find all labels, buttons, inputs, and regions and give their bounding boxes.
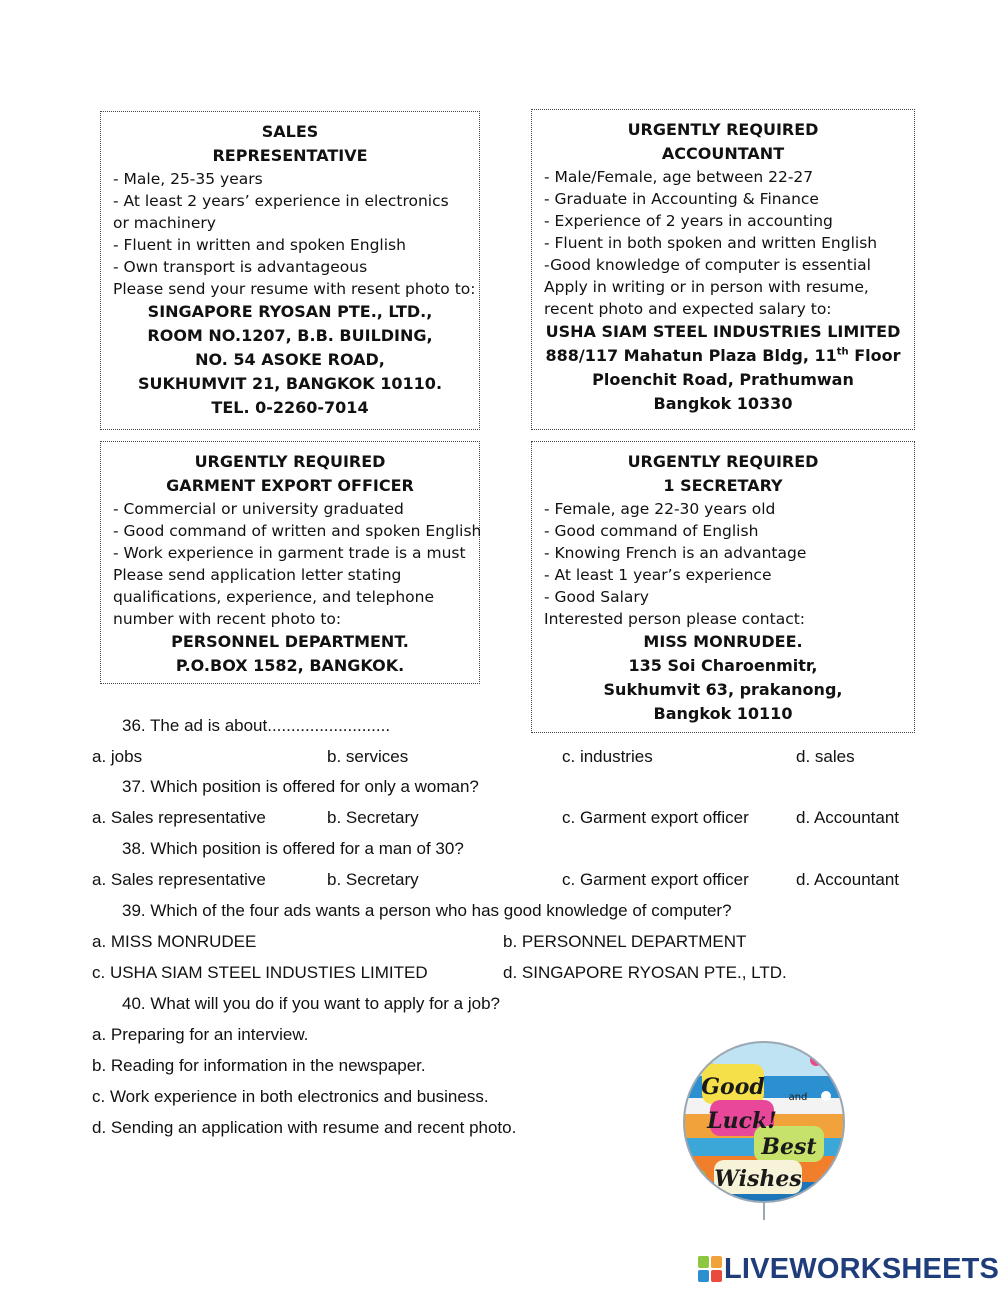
balloon-text: and <box>788 1092 808 1103</box>
ad-address: SINGAPORE RYOSAN PTE., LTD., <box>147 302 433 321</box>
ad-detail: - Fluent in written and spoken English <box>113 236 406 254</box>
answer-option[interactable]: d. SINGAPORE RYOSAN PTE., LTD. <box>503 963 787 982</box>
question-36: 36. The ad is about.......................... <box>122 716 391 735</box>
ad-detail: Apply in writing or in person with resume, recent photo and expected salary to: <box>544 278 869 318</box>
ad-address: SUKHUMVIT 21, BANGKOK 10110. <box>137 374 443 393</box>
ad-detail: - Work experience in garment trade is a must <box>113 544 466 562</box>
ad-title: 1 SECRETARY <box>663 476 783 495</box>
ad-detail: - Male/Female, age between 22-27 <box>544 168 814 186</box>
balloon-text: Wishes <box>714 1166 802 1192</box>
balloon-text: Luck! <box>707 1108 777 1134</box>
ad-detail: - Graduate in Accounting & Finance <box>544 190 819 208</box>
balloon-text: Good <box>701 1074 765 1100</box>
ad-secretary <box>531 441 915 733</box>
ad-address: Ploenchit Road, Prathumwan <box>592 370 854 389</box>
answer-option[interactable]: c. industries <box>562 747 653 766</box>
ad-title: URGENTLY REQUIRED <box>627 452 819 471</box>
ad-detail: - Female, age 22-30 years old <box>544 500 776 518</box>
answer-option[interactable]: c. USHA SIAM STEEL INDUSTIES LIMITED <box>92 963 428 982</box>
ad-detail: Please send your resume with resent photo to: <box>113 280 476 298</box>
ad-address: MISS MONRUDEE. <box>643 632 803 651</box>
ad-detail: -Good knowledge of computer is essential <box>544 256 871 274</box>
logo-text: LIVEWORKSHEETS <box>724 1252 1000 1285</box>
answer-option[interactable]: d. Accountant <box>796 808 900 827</box>
ad-detail: - At least 1 year’s experience <box>544 566 772 584</box>
answer-option[interactable]: d. sales <box>796 747 855 766</box>
liveworksheets-logo <box>698 1254 999 1284</box>
question-40: 40. What will you do if you want to apply for a job? <box>122 994 500 1013</box>
ad-detail: - At least 2 years’ experience in electronics or machinery <box>113 192 449 232</box>
answer-option[interactable]: d. Sending an application with resume and recent photo. <box>92 1118 517 1137</box>
ad-title: URGENTLY REQUIRED <box>194 452 386 471</box>
ad-detail: - Good Salary <box>544 588 649 606</box>
ad-detail: - Male, 25-35 years <box>113 170 263 188</box>
ad-detail: - Knowing French is an advantage <box>544 544 807 562</box>
ad-detail: - Good command of English <box>544 522 759 540</box>
balloon-text: Best <box>761 1134 817 1160</box>
answer-option[interactable]: b. PERSONNEL DEPARTMENT <box>503 932 747 951</box>
answer-option[interactable]: c. Garment export officer <box>562 870 749 889</box>
ad-sales-representative <box>100 111 480 430</box>
answer-option[interactable]: d. Accountant <box>796 870 900 889</box>
question-38: 38. Which position is offered for a man of 30? <box>122 839 464 858</box>
question-39: 39. Which of the four ads wants a person who has good knowledge of computer? <box>122 901 732 920</box>
ad-address: Bangkok 10110 <box>653 704 793 723</box>
answer-option[interactable]: b. services <box>327 747 409 766</box>
ad-address: NO. 54 ASOKE ROAD, <box>195 350 385 369</box>
ad-address: Sukhumvit 63, prakanong, <box>603 680 843 699</box>
answer-option[interactable]: a. Sales representative <box>92 870 266 889</box>
ad-title: ACCOUNTANT <box>661 144 785 163</box>
answer-option[interactable]: c. Garment export officer <box>562 808 749 827</box>
ad-address: USHA SIAM STEEL INDUSTRIES LIMITED <box>545 322 901 341</box>
ad-detail: - Good command of written and spoken English <box>113 522 482 540</box>
answer-option[interactable]: c. Work experience in both electronics and business. <box>92 1087 489 1106</box>
good-luck-balloon <box>676 1036 858 1222</box>
ad-detail: - Fluent in both spoken and written English <box>544 234 878 252</box>
ad-address: ROOM NO.1207, B.B. BUILDING, <box>147 326 433 345</box>
ad-detail: Interested person please contact: <box>544 610 806 628</box>
ad-address: P.O.BOX 1582, BANGKOK. <box>175 656 405 675</box>
ad-detail: Please send application letter stating qualifications, experience, and telephone number with recent photo to: <box>113 566 434 628</box>
ad-address: 888/117 Mahatun Plaza Bldg, 11th Floor <box>545 346 901 365</box>
ad-title: URGENTLY REQUIRED <box>627 120 819 139</box>
answer-option[interactable]: a. Sales representative <box>92 808 266 827</box>
ad-garment-export-officer <box>100 441 480 684</box>
ad-detail: - Own transport is advantageous <box>113 258 368 276</box>
logo-mark-icon <box>698 1256 722 1282</box>
answer-option[interactable]: a. Preparing for an interview. <box>92 1025 309 1044</box>
ad-address: PERSONNEL DEPARTMENT. <box>171 632 409 651</box>
ad-accountant <box>531 109 915 430</box>
ad-address: Bangkok 10330 <box>653 394 793 413</box>
answer-option[interactable]: b. Secretary <box>327 808 419 827</box>
ad-title: REPRESENTATIVE <box>212 146 368 165</box>
ad-title: GARMENT EXPORT OFFICER <box>166 476 414 495</box>
question-37: 37. Which position is offered for only a woman? <box>122 777 479 796</box>
ad-address: TEL. 0-2260-7014 <box>211 398 369 417</box>
ad-address: 135 Soi Charoenmitr, <box>628 656 818 675</box>
answer-option[interactable]: a. jobs <box>92 747 143 766</box>
ad-detail: - Commercial or university graduated <box>113 500 404 518</box>
ad-title: SALES <box>261 122 319 141</box>
ad-detail: - Experience of 2 years in accounting <box>544 212 833 230</box>
answer-option[interactable]: b. Reading for information in the newspaper. <box>92 1056 426 1075</box>
answer-option[interactable]: b. Secretary <box>327 870 419 889</box>
answer-option[interactable]: a. MISS MONRUDEE <box>92 932 257 951</box>
